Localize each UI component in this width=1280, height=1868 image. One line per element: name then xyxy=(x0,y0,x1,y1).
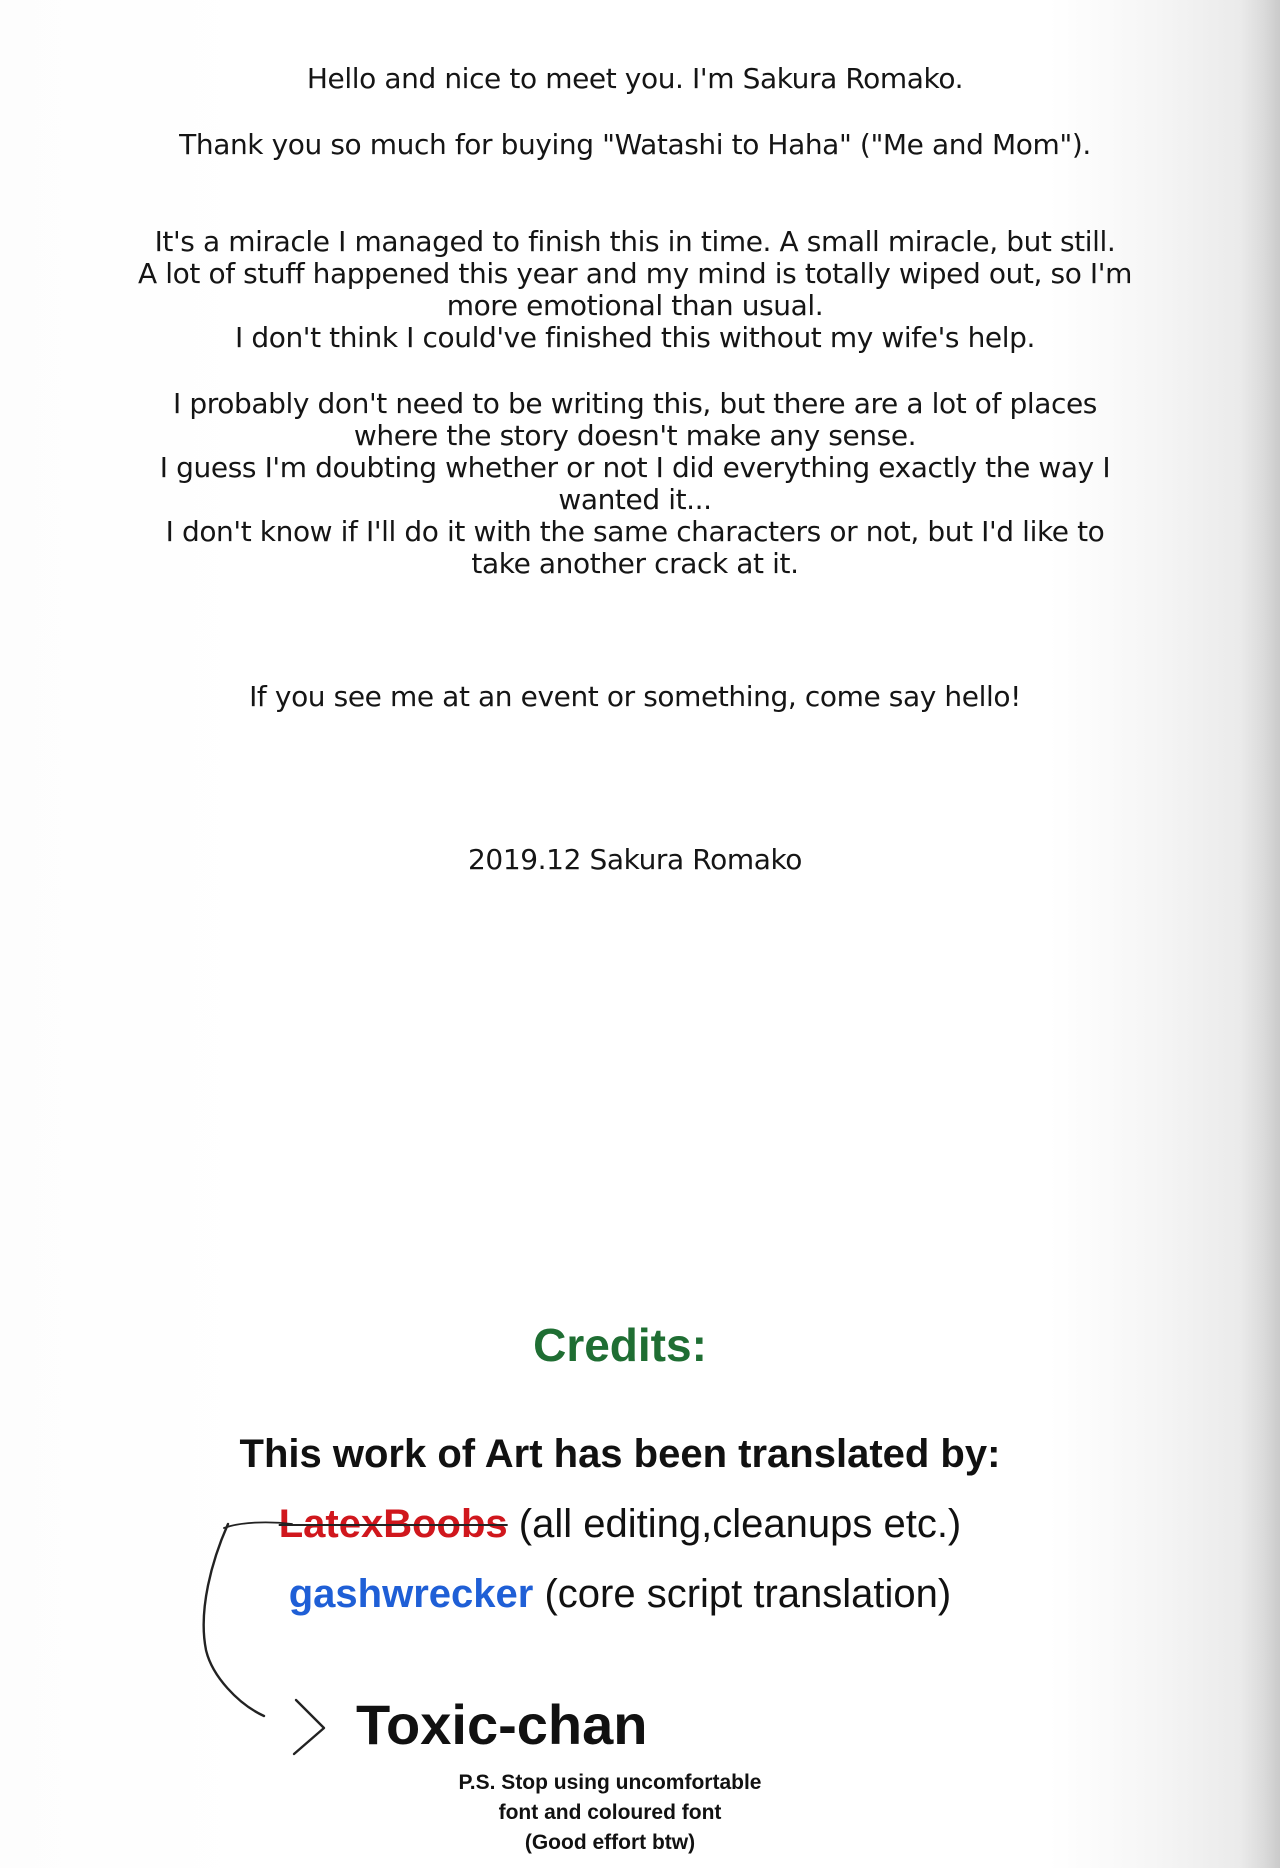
letter-signature: 2019.12 Sakura Romako xyxy=(468,843,802,876)
letter-line-wife-help: I don't think I could've finished this without my wife's help. xyxy=(235,321,1035,354)
credits-heading: Credits: xyxy=(533,1319,707,1371)
letter-line-another-crack: take another crack at it. xyxy=(471,547,799,580)
letter-line-stuff-happened: A lot of stuff happened this year and my mind is totally wiped out, so I'm xyxy=(138,257,1132,290)
letter-line-miracle: It's a miracle I managed to finish this in time. A small miracle, but still. xyxy=(154,225,1116,258)
editor-role: (all editing,cleanups etc.) xyxy=(507,1502,962,1546)
letter-line-doubting: I guess I'm doubting whether or not I did everything exactly the way I xyxy=(159,451,1111,484)
replacement-editor-name: Toxic-chan xyxy=(356,1693,648,1756)
letter-line-say-hello: If you see me at an event or something, come say hello! xyxy=(249,680,1021,713)
ps-note-line3: (Good effort btw) xyxy=(524,1831,696,1854)
letter-line-story-sense: where the story doesn't make any sense. xyxy=(353,419,917,452)
ps-note-line1: P.S. Stop using uncomfortable xyxy=(458,1771,762,1794)
letter-thanks: Thank you so much for buying "Watashi to Haha" ("Me and Mom"). xyxy=(179,128,1091,161)
letter-line-probably: I probably don't need to be writing this, but there are a lot of places xyxy=(173,387,1097,420)
letter-line-same-characters: I don't know if I'll do it with the same characters or not, but I'd like to xyxy=(165,515,1105,548)
letter-line-wanted: wanted it... xyxy=(558,483,712,516)
letter-line-emotional: more emotional than usual. xyxy=(446,289,824,322)
ps-note-line2: font and coloured font xyxy=(498,1801,722,1824)
translated-by-heading: This work of Art has been translated by: xyxy=(239,1432,1001,1476)
translator-role: (core script translation) xyxy=(533,1572,952,1616)
credit-row-translator xyxy=(0,1572,1240,1617)
translator-name: gashwrecker xyxy=(288,1572,534,1616)
struck-editor-name: LatexBoobs xyxy=(278,1502,508,1546)
letter-greeting: Hello and nice to meet you. I'm Sakura Romako. xyxy=(306,62,964,95)
credit-row-editor xyxy=(0,1502,1240,1547)
page-edge-shadow xyxy=(1240,0,1280,1868)
